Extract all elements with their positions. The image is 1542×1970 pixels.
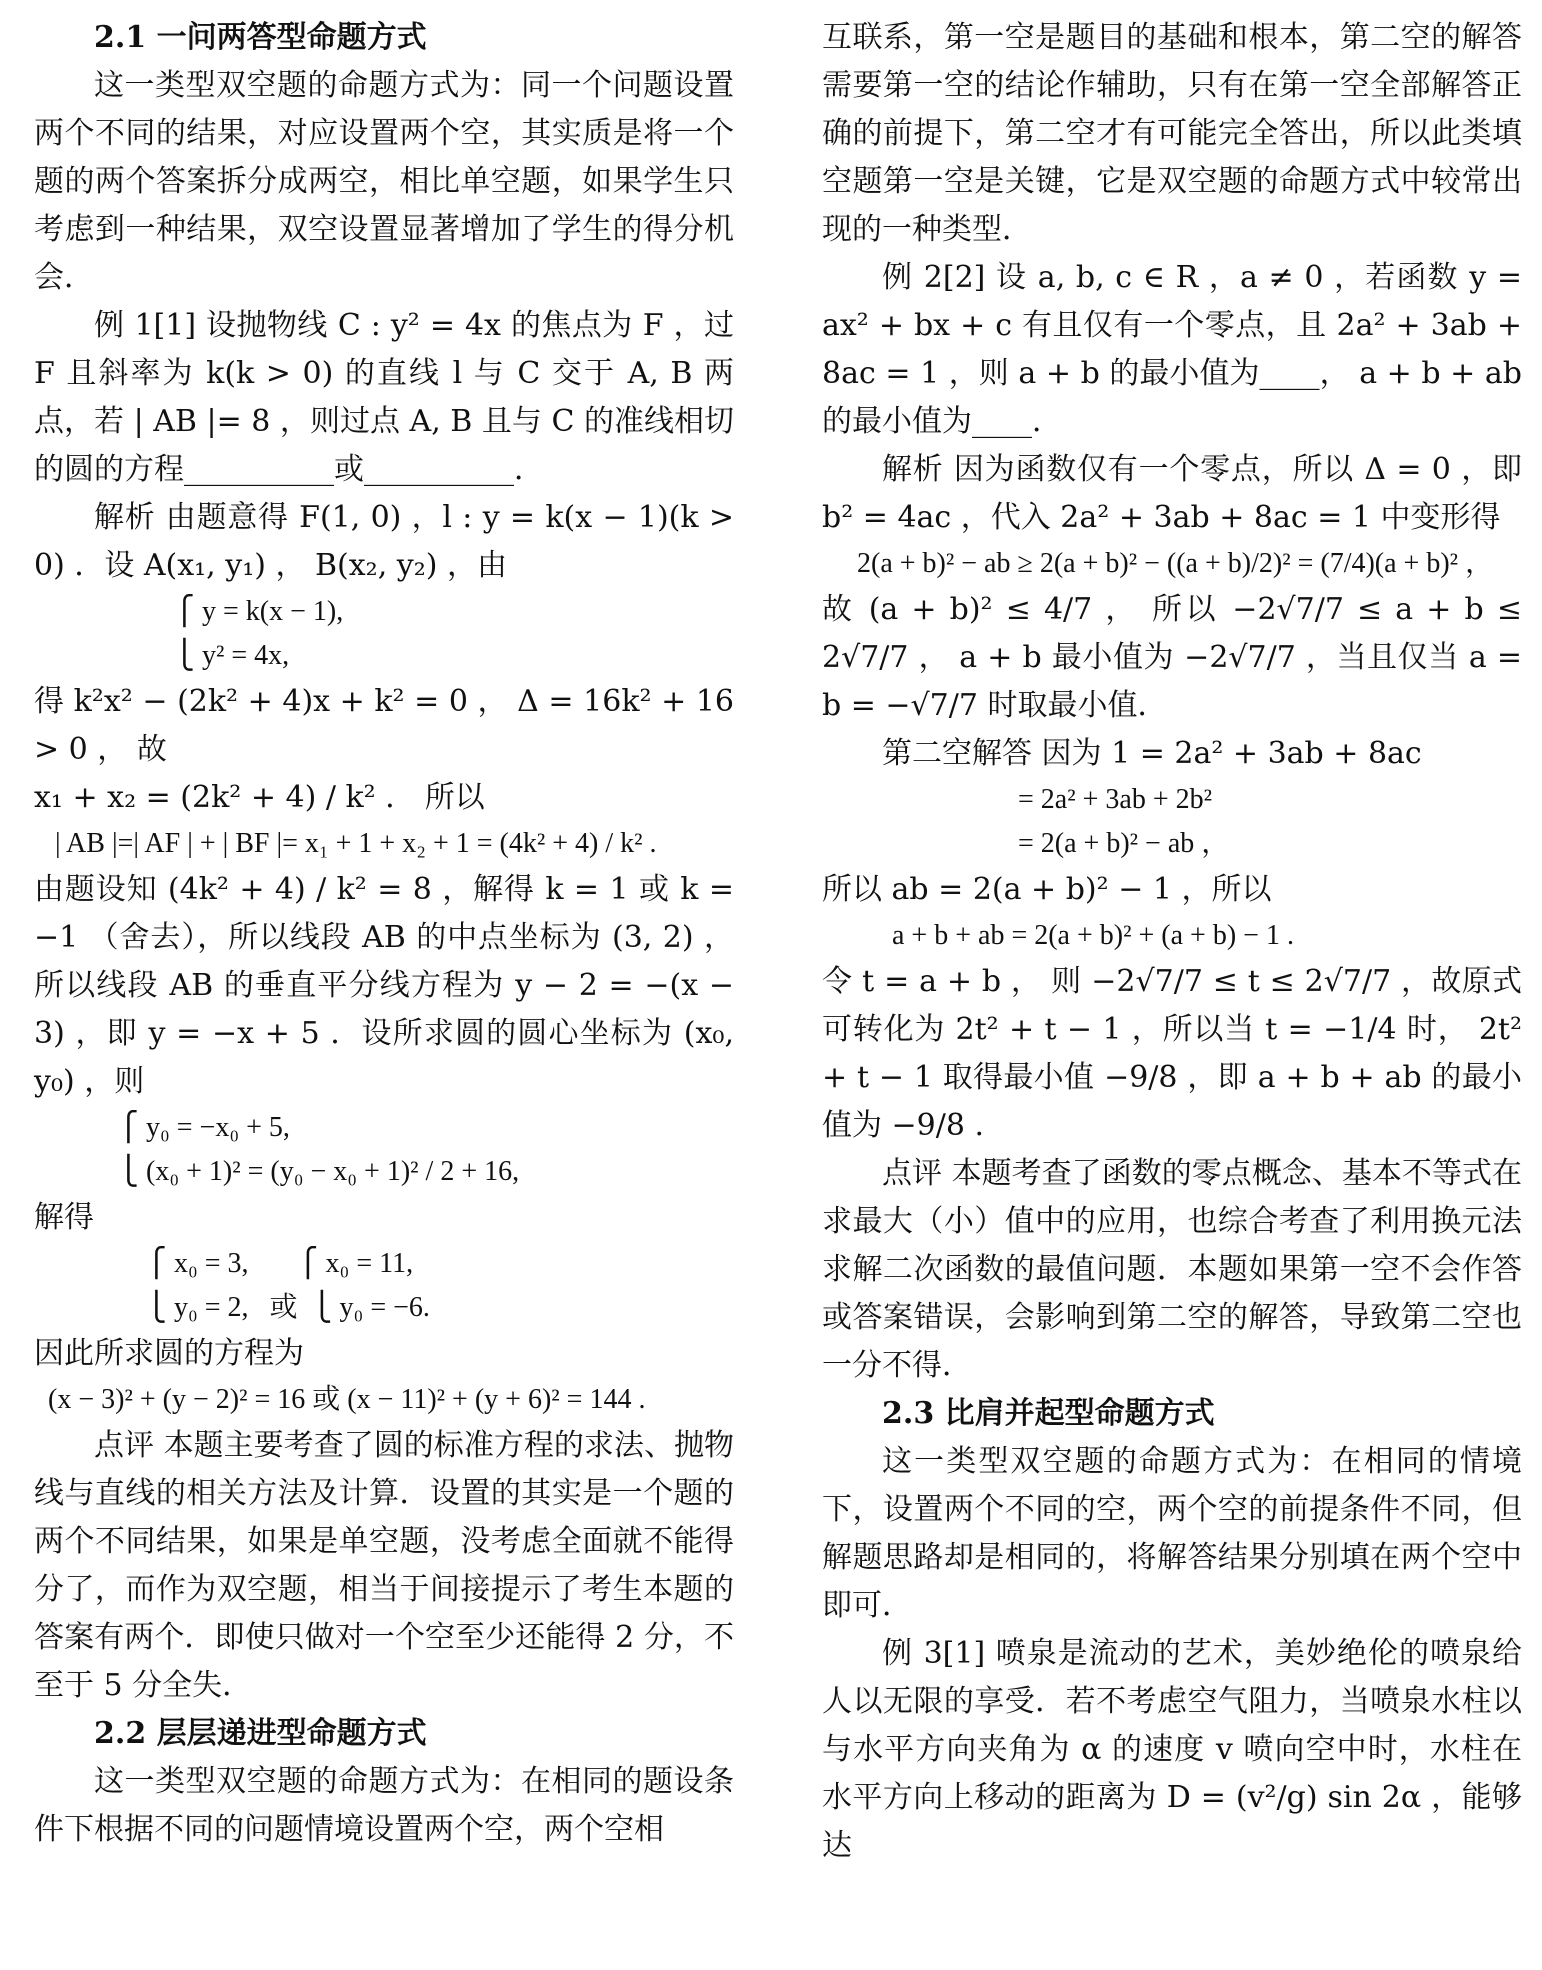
example-2-comment: 点评 本题考查了函数的零点概念、基本不等式在求最大（小）值中的应用，也综合考查了利用换元法求解二次函数的最值问题．本题如果第一空不会作答或答案错误，会影响到第二空的解答，导致第二空也一分不得． (822, 1156, 1522, 1383)
equation: (x − 3)² + (y − 2)² = 16 或 (x − 11)² + (y + 6)² = 144 . (34, 1384, 646, 1415)
equation: = 2a² + 3ab + 2b² (822, 784, 1213, 815)
equation-system: ⎩ (x₀ + 1)² = (y₀ − x₀ + 1)² / 2 + 16, (34, 1156, 520, 1187)
paragraph: 互联系，第一空是题目的基础和根本，第二空的解答需要第一空的结论作辅助，只有在第一空全部解答正确的前提下，第二空才有可能完全答出，所以此类填空题第一空是关键，它是双空题的命题方式中较常出现的一种类型． (822, 20, 1522, 247)
equation-system: ⎩ y² = 4x, (34, 640, 290, 671)
paragraph: 所以 ab = 2(a + b)² − 1 ，所以 (822, 872, 1272, 907)
equation-system: ⎧ x₀ = 3, ⎧ x₀ = 11, (34, 1248, 414, 1279)
equation-system: ⎧ y₀ = −x₀ + 5, (34, 1112, 290, 1143)
equation: 2(a + b)² − ab ≥ 2(a + b)² − ((a + b)/2)² = (7/4)(a + b)² ， (822, 548, 1494, 579)
paragraph: 这一类型双空题的命题方式为：在相同的情境下，设置两个不同的空，两个空的前提条件不同，但解题思路却是相同的，将解答结果分别填在两个空中即可． (822, 1444, 1522, 1623)
example-2-solution-intro: 解析 因为函数仅有一个零点，所以 Δ = 0 ，即 b² = 4ac ，代入 2a² + 3ab + 8ac = 1 中变形得 (822, 452, 1522, 535)
example-1-solution-intro: 解析 由题意得 F(1, 0) ，l : y = k(x − 1)(k > 0) ．设 A(x₁, y₁) ， B(x₂, y₂) ，由 (34, 500, 734, 583)
paragraph: 得 k²x² − (2k² + 4)x + k² = 0 ， Δ = 16k² + 16 > 0 ， 故 (34, 684, 734, 767)
equation-system: ⎧ y = k(x − 1), (34, 596, 344, 627)
paragraph: 由题设知 (4k² + 4) / k² = 8 ，解得 k = 1 或 k = −1 （舍去），所以线段 AB 的中点坐标为 (3, 2) ，所以线段 AB 的垂直平分线方程为 y − 2 = −(x − 3) ，即 y = −x + 5 ．设所求圆的圆心坐标为 (x₀, y₀) ，则 (34, 872, 734, 1099)
equation: | AB |=| AF | + | BF |= x₁ + 1 + x₂ + 1 = (4k² + 4) / k² . (34, 828, 657, 859)
example-2-problem: 例 2[2] 设 a, b, c ∈ R ，a ≠ 0 ，若函数 y = ax² + bx + c 有且仅有一个零点，且 2a² + 3ab + 8ac = 1 ，则 a + b 的最小值为____， a + b + ab 的最小值为____． (822, 260, 1522, 439)
example-1-problem: 例 1[1] 设抛物线 C : y² = 4x 的焦点为 F ，过 F 且斜率为 k(k > 0) 的直线 l 与 C 交于 A, B 两点，若 | AB |= 8 ，则过点 A, B 且与 C 的准线相切的圆的方程__________或__________． (34, 308, 734, 487)
right-column (822, 14, 1522, 1870)
section-heading-2-3: 2.3 比肩并起型命题方式 (882, 1396, 1215, 1431)
paragraph: 故 (a + b)² ≤ 4/7 ， 所以 −2√7/7 ≤ a + b ≤ 2√7/7 ， a + b 最小值为 −2√7/7 ，当且仅当 a = b = −√7/7 时取最小值． (822, 592, 1522, 723)
equation: a + b + ab = 2(a + b)² + (a + b) − 1 . (822, 920, 1294, 951)
paragraph: 因此所求圆的方程为 (34, 1336, 304, 1371)
second-blank-solution: 第二空解答 因为 1 = 2a² + 3ab + 8ac (882, 736, 1422, 771)
section-heading-2-2: 2.2 层层递进型命题方式 (94, 1716, 427, 1751)
left-column (34, 14, 734, 1854)
paragraph: 令 t = a + b ， 则 −2√7/7 ≤ t ≤ 2√7/7 ，故原式可转化为 2t² + t − 1 ，所以当 t = −1/4 时， 2t² + t − 1 取得最小值 −9/8 ，即 a + b + ab 的最小值为 −9/8 . (822, 964, 1522, 1143)
paragraph: 解得 (34, 1200, 94, 1235)
equation: = 2(a + b)² − ab ， (822, 828, 1230, 859)
equation-system: ⎩ y₀ = 2, 或 ⎩ y₀ = −6. (34, 1292, 430, 1323)
section-heading-2-1: 2.1 一问两答型命题方式 (94, 20, 427, 55)
paragraph: x₁ + x₂ = (2k² + 4) / k² ． 所以 (34, 780, 485, 815)
example-1-comment: 点评 本题主要考查了圆的标准方程的求法、抛物线与直线的相关方法及计算．设置的其实是一个题的两个不同结果，如果是单空题，没考虑全面就不能得分了，而作为双空题，相当于间接提示了考生本题的答案有两个．即使只做对一个空至少还能得 2 分，不至于 5 分全失． (34, 1428, 734, 1703)
paragraph: 这一类型双空题的命题方式为：同一个问题设置两个不同的结果，对应设置两个空，其实质是将一个题的两个答案拆分成两空，相比单空题，如果学生只考虑到一种结果，双空设置显著增加了学生的得分机会． (34, 68, 734, 295)
paragraph: 这一类型双空题的命题方式为：在相同的题设条件下根据不同的问题情境设置两个空，两个空相 (34, 1764, 734, 1847)
example-3-problem: 例 3[1] 喷泉是流动的艺术，美妙绝伦的喷泉给人以无限的享受．若不考虑空气阻力，当喷泉水柱以与水平方向夹角为 α 的速度 v 喷向空中时，水柱在水平方向上移动的距离为 D = (v²/g) sin 2α ，能够达 (822, 1636, 1522, 1863)
